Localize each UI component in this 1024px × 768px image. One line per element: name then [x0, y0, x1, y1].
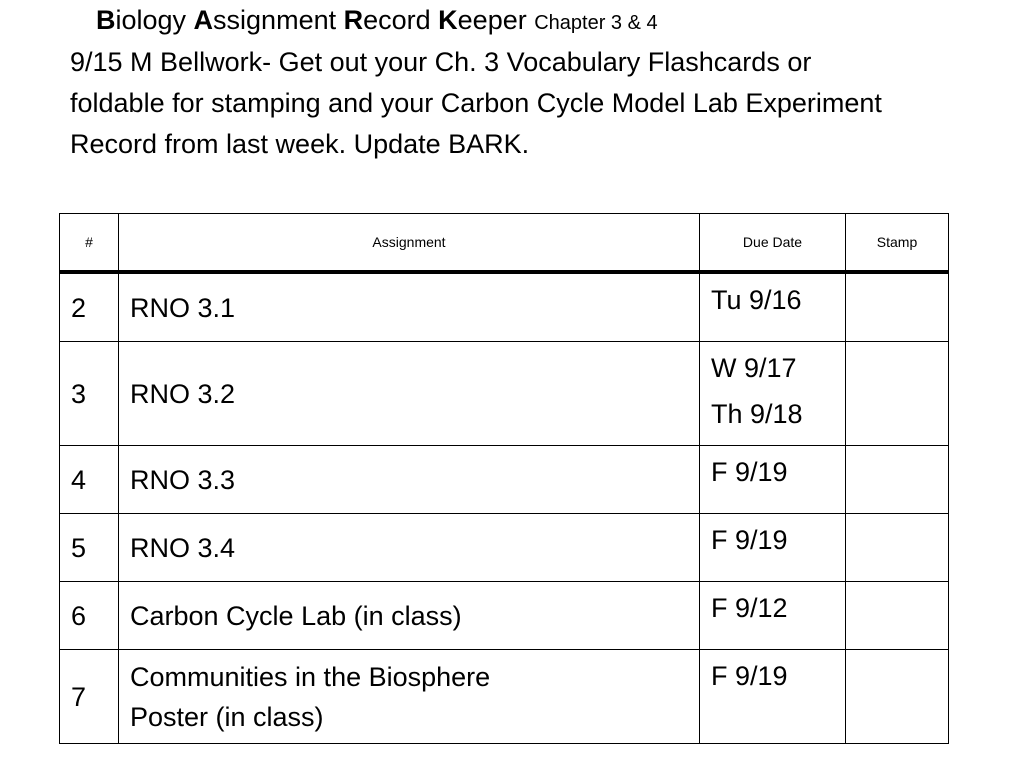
table-row: [60, 582, 949, 650]
stamp-cell: [846, 446, 949, 514]
row-number: 3: [60, 342, 119, 446]
assignment-cell: [119, 272, 700, 342]
due-date-text: F 9/12: [711, 593, 788, 623]
assignment-cell: [119, 342, 700, 446]
due-date-cell: [700, 342, 846, 446]
table-row: [60, 650, 949, 744]
row-number: 4: [60, 446, 119, 514]
due-date-cell: [700, 514, 846, 582]
table-row: [60, 272, 949, 342]
assignment-cell: [119, 650, 700, 744]
chapter-label: Chapter 3 & 4: [534, 12, 658, 34]
assignment-text: Carbon Cycle Lab (in class): [130, 600, 462, 631]
row-number: 5: [60, 514, 119, 582]
due-date-text: F 9/19: [711, 457, 788, 487]
assignment-cell: [119, 446, 700, 514]
column-header-assignment: Assignment: [119, 214, 700, 273]
column-header-number: #: [60, 214, 119, 273]
due-date-text: F 9/19: [711, 525, 788, 555]
stamp-cell: [846, 582, 949, 650]
title-word-assignment: ssignment: [213, 5, 344, 35]
stamp-cell: [846, 272, 949, 342]
due-date-text: F 9/19: [711, 661, 788, 691]
row-number: 6: [60, 582, 119, 650]
assignment-table: [59, 213, 949, 744]
due-date-cell: [700, 446, 846, 514]
title-initial-k: K: [438, 5, 458, 35]
assignment-cell: [119, 582, 700, 650]
due-date-text: W 9/17: [711, 353, 797, 383]
stamp-cell: [846, 650, 949, 744]
column-header-due-date: Due Date: [700, 214, 846, 273]
assignment-text: RNO 3.3: [130, 464, 236, 495]
due-date-text: Tu 9/16: [711, 285, 802, 315]
assignment-text: RNO 3.4: [130, 532, 236, 563]
assignment-text: RNO 3.2: [130, 378, 236, 409]
title-initial-r: R: [343, 5, 364, 35]
header: [70, 2, 970, 165]
table-row: [60, 342, 949, 446]
due-date-cell: [700, 650, 846, 744]
table-row: [60, 446, 949, 514]
stamp-cell: [846, 514, 949, 582]
due-date-cell: [700, 272, 846, 342]
title-initial-b: B: [96, 5, 116, 35]
due-date-cell: [700, 582, 846, 650]
page-title: [70, 2, 970, 41]
title-word-record: ecord: [363, 5, 439, 35]
title-word-keeper: eeper: [457, 5, 535, 35]
assignment-cell: [119, 514, 700, 582]
table-row: [60, 514, 949, 582]
column-header-stamp: Stamp: [846, 214, 949, 273]
due-date-text: Th 9/18: [711, 399, 803, 429]
table-header-row: [60, 214, 949, 273]
row-number: 2: [60, 272, 119, 342]
title-word-biology: iology: [115, 5, 194, 35]
assignment-text: Poster (in class): [130, 701, 324, 732]
title-initial-a: A: [193, 5, 214, 35]
assignment-text: Communities in the Biosphere: [130, 661, 491, 692]
row-number: 7: [60, 650, 119, 744]
stamp-cell: [846, 342, 949, 446]
bellwork-text: 9/15 M Bellwork- Get out your Ch. 3 Vocabulary Flashcards or foldable for stamping and your Carbon Cycle Model Lab Experiment Record from last week. Update BARK.: [70, 47, 882, 159]
assignment-text: RNO 3.1: [130, 292, 236, 323]
